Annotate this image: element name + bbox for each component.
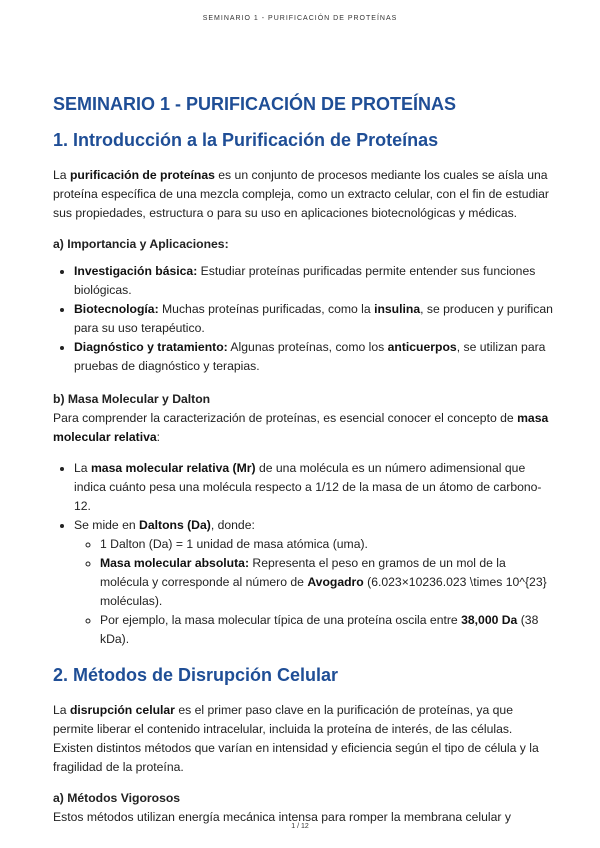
document-title: SEMINARIO 1 - PURIFICACIÓN DE PROTEÍNAS (53, 94, 457, 114)
document-body (53, 92, 553, 827)
section-1-intro: La purificación de proteínas es un conjunto de procesos mediante los cuales se aísla una proteína específica de una mezcla compleja, como un extracto celular, con el fin de estudiar sus propiedades, estructura o para su uso en aplicaciones biotecnológicas y médicas. (53, 168, 549, 220)
vigorous-methods-text: Estos métodos utilizan energía mecánica intensa para romper la membrana celular y (53, 810, 511, 824)
section-1-heading: 1. Introducción a la Purificación de Proteínas (53, 130, 439, 150)
list-item: ◦ 1 Dalton (Da) = 1 unidad de masa atómica (uma). (100, 535, 553, 554)
running-header: SEMINARIO 1 - PURIFICACIÓN DE PROTEÍNAS (202, 15, 398, 22)
list-item: • La masa molecular relativa (Mr) de una molécula es un número adimensional que indica cuánto pesa una molécula respecto a 1/12 de la masa de un átomo de carbono-12. (74, 459, 553, 516)
list-item: • Se mide en Daltons (Da), donde: ◦ 1 Dalton (Da) = 1 unidad de masa atómica (uma). ◦ Masa molecular absoluta: Representa el peso en gramos de un mol de la molécula y corresponde al número de Avogadro (6.023×10236.023 \times 10^{23} moléculas). ◦ Por ejemplo, la masa molecular típica de una proteína oscila entre 38,000 Da (38 kDa). (74, 516, 553, 649)
molecular-mass-list (53, 459, 553, 649)
list-item: • Investigación básica: Estudiar proteínas purificadas permite entender sus funciones biológicas. (74, 262, 553, 300)
subsection-importance-heading: a) Importancia y Aplicaciones: (53, 237, 229, 251)
list-item: • Biotecnología: Muchas proteínas purificadas, como la insulina, se producen y purifican para su uso terapéutico. (74, 300, 553, 338)
applications-list (53, 262, 553, 376)
list-item: • Diagnóstico y tratamiento: Algunas proteínas, como los anticuerpos, se utilizan para pruebas de diagnóstico y terapias. (74, 338, 553, 376)
section-2-intro: La disrupción celular es el primer paso clave en la purificación de proteínas, ya que permite liberar el contenido intracelular, incluida la proteína de interés, de las células. Existen distintos métodos que varían en intensidad y eficiencia según el tipo de célula y la fragilidad de la proteína. (53, 703, 539, 774)
section-2-heading: 2. Métodos de Disrupción Celular (53, 665, 339, 685)
list-item: ◦ Por ejemplo, la masa molecular típica de una proteína oscila entre 38,000 Da (38 kDa). (100, 611, 553, 649)
dalton-sublist (74, 535, 553, 649)
list-item: ◦ Masa molecular absoluta: Representa el peso en gramos de un mol de la molécula y corresponde al número de Avogadro (6.023×10236.023 \times 10^{23} moléculas). (100, 554, 553, 611)
page-number: 1 / 12 (291, 823, 309, 830)
molecular-mass-intro: Para comprender la caracterización de proteínas, es esencial conocer el concepto de masa molecular relativa: (53, 411, 549, 444)
subsection-vigorous-heading: a) Métodos Vigorosos (53, 791, 181, 805)
subsection-molecular-mass-heading: b) Masa Molecular y Dalton (53, 392, 211, 406)
